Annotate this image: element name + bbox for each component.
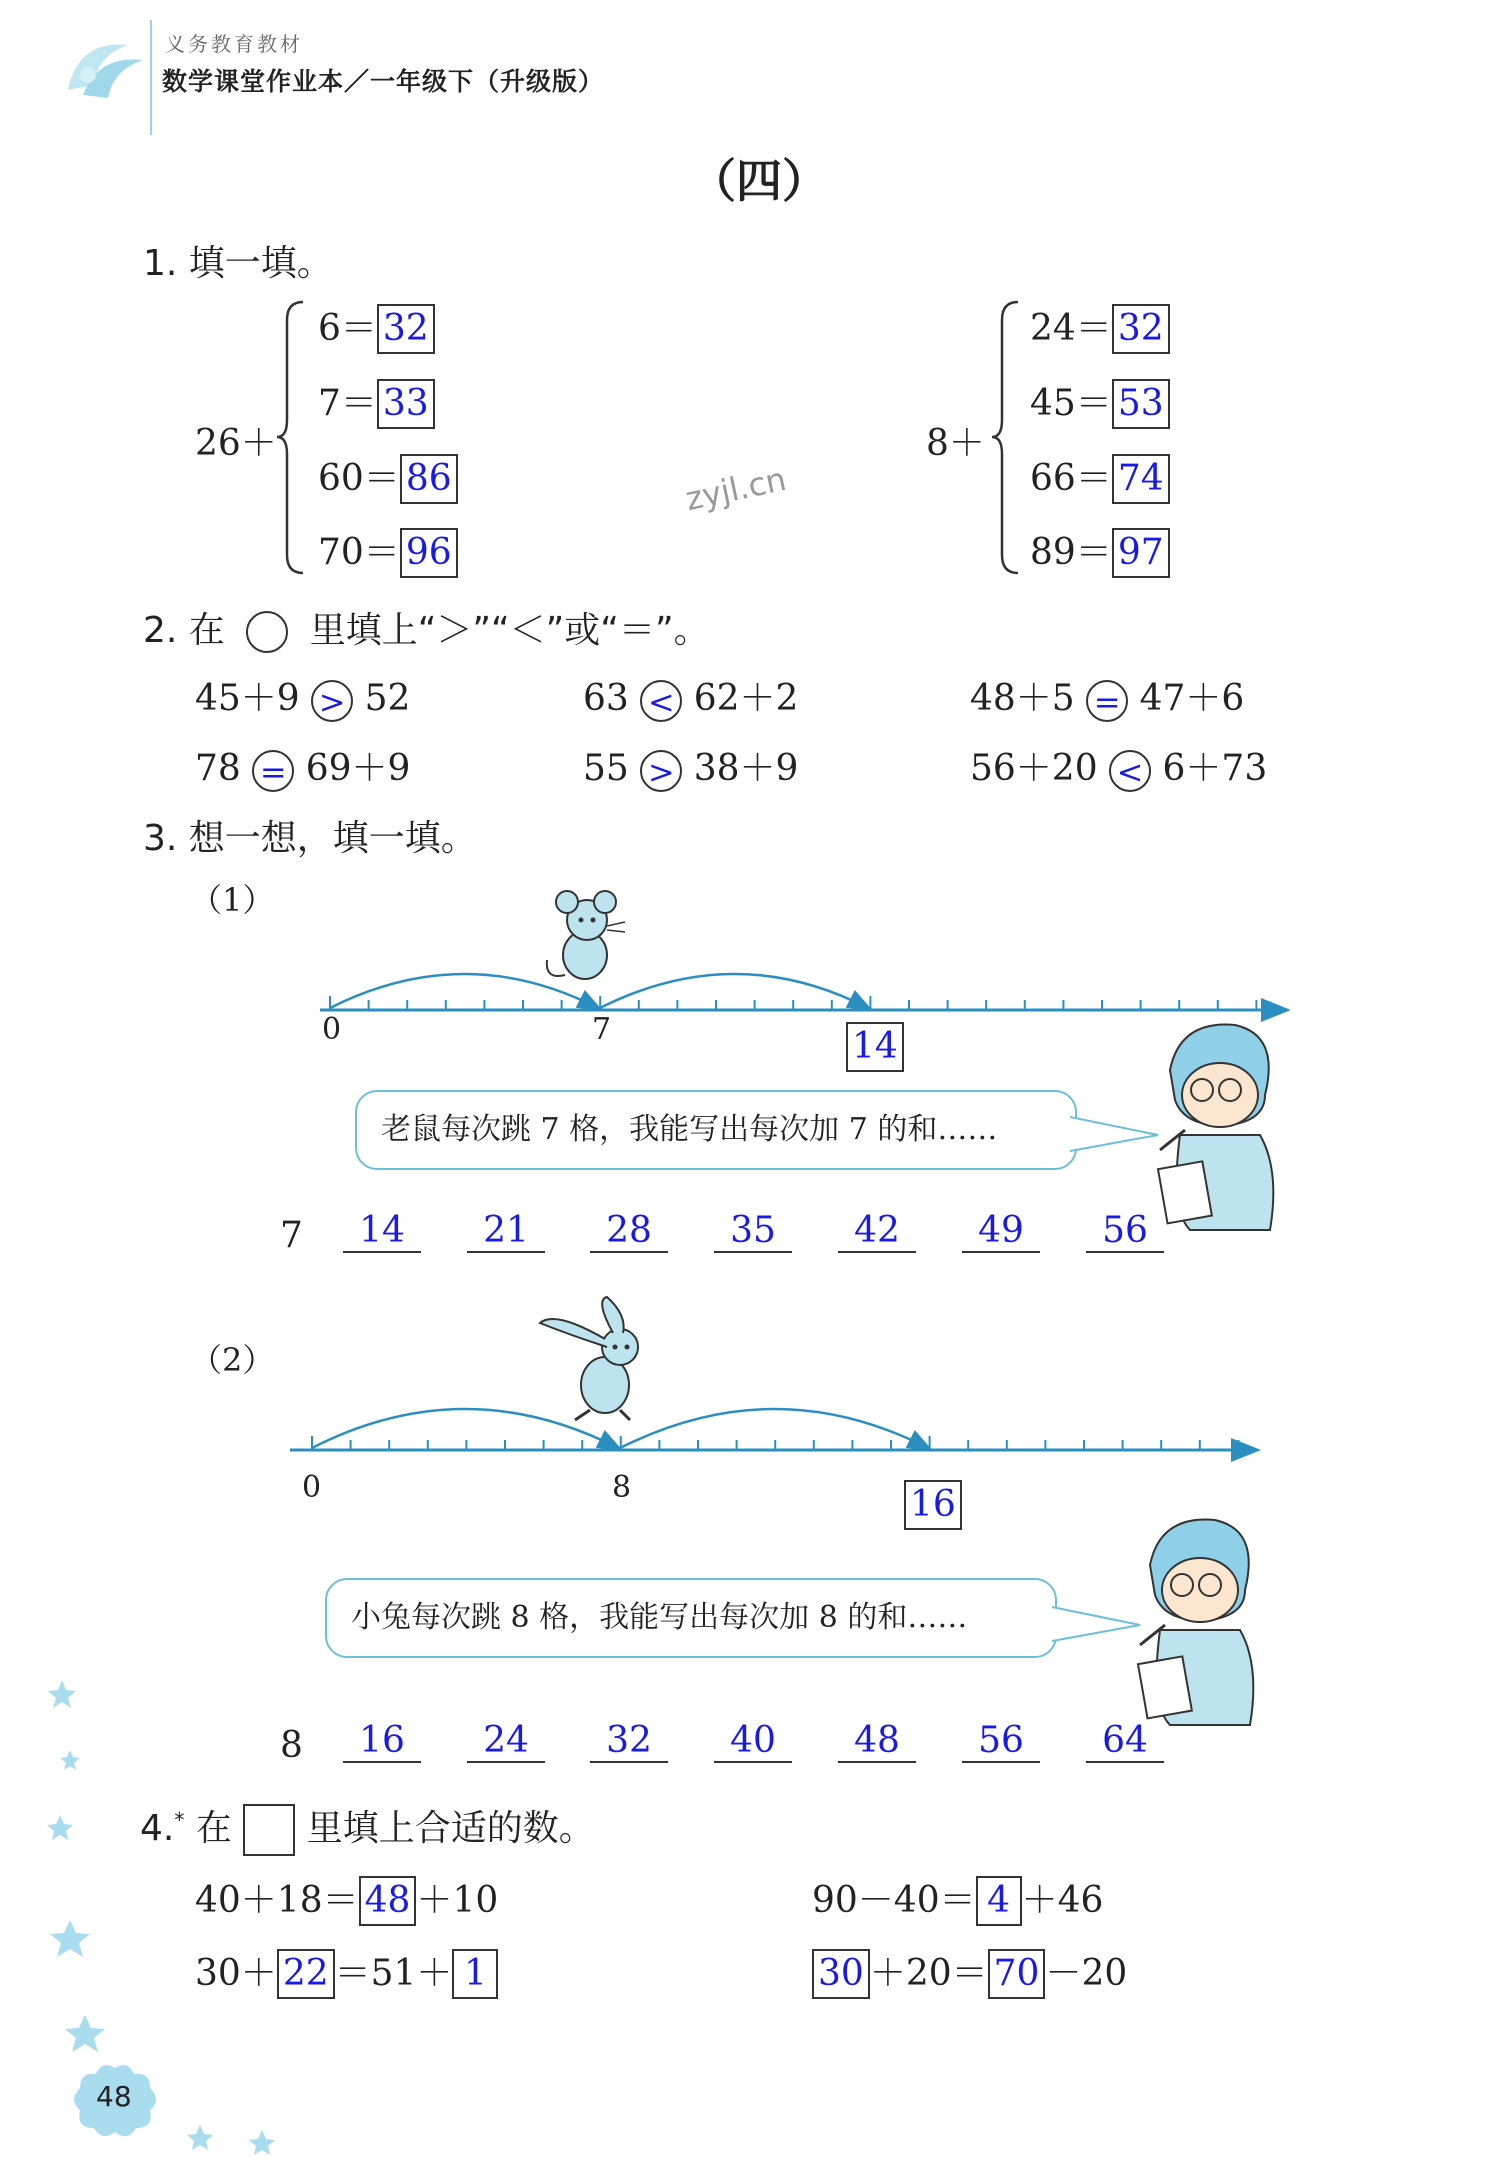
answer-box: 97 xyxy=(1112,528,1170,578)
q1-expr: 7＝ xyxy=(318,383,377,424)
q2-left: 78 xyxy=(195,748,241,789)
q1-expr: 70＝ xyxy=(318,532,400,573)
q2-item xyxy=(583,740,798,792)
q3-label: 3. 想一想，填一填。 xyxy=(143,818,477,859)
tick-label: 0 xyxy=(302,1470,322,1505)
q4-label-a: 4. xyxy=(140,1808,175,1849)
answer-blank: 14 xyxy=(343,1210,421,1253)
q4-equation xyxy=(812,1872,1103,1926)
compare-circle: < xyxy=(640,680,682,722)
q4-text: －20 xyxy=(1045,1953,1128,1994)
answer-box xyxy=(846,1022,904,1072)
q2-item xyxy=(970,670,1244,722)
compare-circle: > xyxy=(311,680,353,722)
q2-label xyxy=(143,602,710,653)
q2-label-b: 里填上“＞”“＜”或“＝”。 xyxy=(309,610,710,651)
answer-blank: 35 xyxy=(714,1210,792,1253)
q2-right: 62＋2 xyxy=(693,678,799,719)
q2-left: 45＋9 xyxy=(195,678,300,719)
q2-right: 47＋6 xyxy=(1139,678,1245,719)
answer-box: 1 xyxy=(452,1949,498,1999)
boy-icon xyxy=(1140,1010,1290,1235)
q4-text: 90－40＝ xyxy=(812,1880,976,1921)
answer-box: 33 xyxy=(377,379,435,429)
answer-blank: 42 xyxy=(838,1210,916,1253)
compare-circle: > xyxy=(640,750,682,792)
answer-blank: 24 xyxy=(467,1720,545,1763)
q4-star: * xyxy=(174,1808,185,1832)
tick-label: 8 xyxy=(612,1470,632,1505)
answer-box: 22 xyxy=(277,1949,335,1999)
answer-box: 32 xyxy=(377,304,435,354)
header-divider xyxy=(150,20,152,135)
q1-left-row xyxy=(318,524,458,578)
q1-expr: 66＝ xyxy=(1030,458,1112,499)
q1-right-row xyxy=(1030,300,1170,354)
q4-equation xyxy=(812,1945,1127,1999)
answer-blank: 21 xyxy=(467,1210,545,1253)
answer-blank: 64 xyxy=(1086,1720,1164,1763)
q1-expr: 45＝ xyxy=(1030,383,1112,424)
q4-text: 30＋ xyxy=(195,1953,277,1994)
answer-box: 96 xyxy=(400,528,458,578)
q1-left-base: 26＋ xyxy=(195,423,277,464)
sequence-start: 7 xyxy=(280,1215,303,1256)
q2-left: 48＋5 xyxy=(970,678,1075,719)
q4-text: ＋10 xyxy=(416,1880,499,1921)
q2-right: 69＋9 xyxy=(305,748,411,789)
compare-circle: = xyxy=(252,750,294,792)
q1-left-row xyxy=(318,450,458,504)
q2-right: 38＋9 xyxy=(693,748,799,789)
q4-label-c: 里填上合适的数。 xyxy=(306,1808,595,1849)
header-series: 义务教育教材 xyxy=(165,32,303,56)
q1-right-row xyxy=(1030,450,1170,504)
answer-blank: 49 xyxy=(962,1210,1040,1253)
section-title: （四） xyxy=(690,154,828,208)
q2-label-a: 2. 在 xyxy=(143,610,225,651)
q2-right: 52 xyxy=(364,678,411,719)
answer-box xyxy=(904,1480,962,1530)
q1-label: 1. 填一填。 xyxy=(143,243,333,284)
header-logo-icon xyxy=(58,30,148,110)
q1-left-brace xyxy=(275,300,305,575)
page-number: 48 xyxy=(96,2080,132,2113)
q4-text: ＝51＋ xyxy=(334,1953,453,1994)
q2-right: 6＋73 xyxy=(1162,748,1268,789)
answer-box-value: 16 xyxy=(904,1480,962,1530)
q1-expr: 89＝ xyxy=(1030,532,1112,573)
q4-text: ＋46 xyxy=(1021,1880,1104,1921)
answer-box: 74 xyxy=(1112,454,1170,504)
q2-item xyxy=(195,740,410,792)
answer-box: 32 xyxy=(1112,304,1170,354)
q1-left-row xyxy=(318,300,435,354)
q2-left: 56＋20 xyxy=(970,748,1098,789)
sequence-start: 8 xyxy=(280,1725,303,1766)
q1-expr: 60＝ xyxy=(318,458,400,499)
q2-left: 55 xyxy=(583,748,629,789)
boy-icon xyxy=(1120,1505,1270,1730)
speech-bubble: 老鼠每次跳 7 格，我能写出每次加 7 的和…… xyxy=(355,1090,1077,1170)
answer-blank: 40 xyxy=(714,1720,792,1763)
answer-blank: 28 xyxy=(590,1210,668,1253)
answer-box: 4 xyxy=(976,1876,1022,1926)
q1-right-row xyxy=(1030,375,1170,429)
q2-item xyxy=(195,670,410,722)
q2-item xyxy=(970,740,1267,792)
watermark: zyjl.cn xyxy=(682,459,790,519)
answer-box: 86 xyxy=(400,454,458,504)
answer-blank: 56 xyxy=(1086,1210,1164,1253)
answer-blank: 48 xyxy=(838,1720,916,1763)
header-title: 数学课堂作业本／一年级下（升级版） xyxy=(162,67,605,96)
q1-right-row xyxy=(1030,524,1170,578)
q1-expr: 24＝ xyxy=(1030,308,1112,349)
q2-left: 63 xyxy=(583,678,629,719)
number-line-2 xyxy=(280,1390,1270,1470)
empty-circle xyxy=(246,611,288,653)
compare-circle: < xyxy=(1109,750,1151,792)
tick-label: 0 xyxy=(322,1012,342,1047)
answer-blank: 56 xyxy=(962,1720,1040,1763)
answer-box: 70 xyxy=(988,1949,1046,1999)
answer-blank: 16 xyxy=(343,1720,421,1763)
speech-bubble: 小兔每次跳 8 格，我能写出每次加 8 的和…… xyxy=(325,1578,1057,1658)
q1-expr: 6＝ xyxy=(318,308,377,349)
answer-blank: 32 xyxy=(590,1720,668,1763)
answer-box: 53 xyxy=(1112,379,1170,429)
q2-item xyxy=(583,670,798,722)
answer-box: 48 xyxy=(359,1876,417,1926)
q3-part2-label: （2） xyxy=(190,1341,275,1379)
q1-right-brace xyxy=(990,300,1020,575)
q1-right-base: 8＋ xyxy=(926,423,985,464)
compare-circle: = xyxy=(1086,680,1128,722)
q3-part1-label: （1） xyxy=(190,881,275,919)
q4-text: 40＋18＝ xyxy=(195,1880,359,1921)
q4-label-b: 在 xyxy=(195,1808,232,1849)
answer-box-value: 14 xyxy=(846,1022,904,1072)
q4-text: ＋20＝ xyxy=(869,1953,988,1994)
answer-box: 30 xyxy=(812,1949,870,1999)
q1-left-row xyxy=(318,375,435,429)
tick-label: 7 xyxy=(592,1012,612,1047)
